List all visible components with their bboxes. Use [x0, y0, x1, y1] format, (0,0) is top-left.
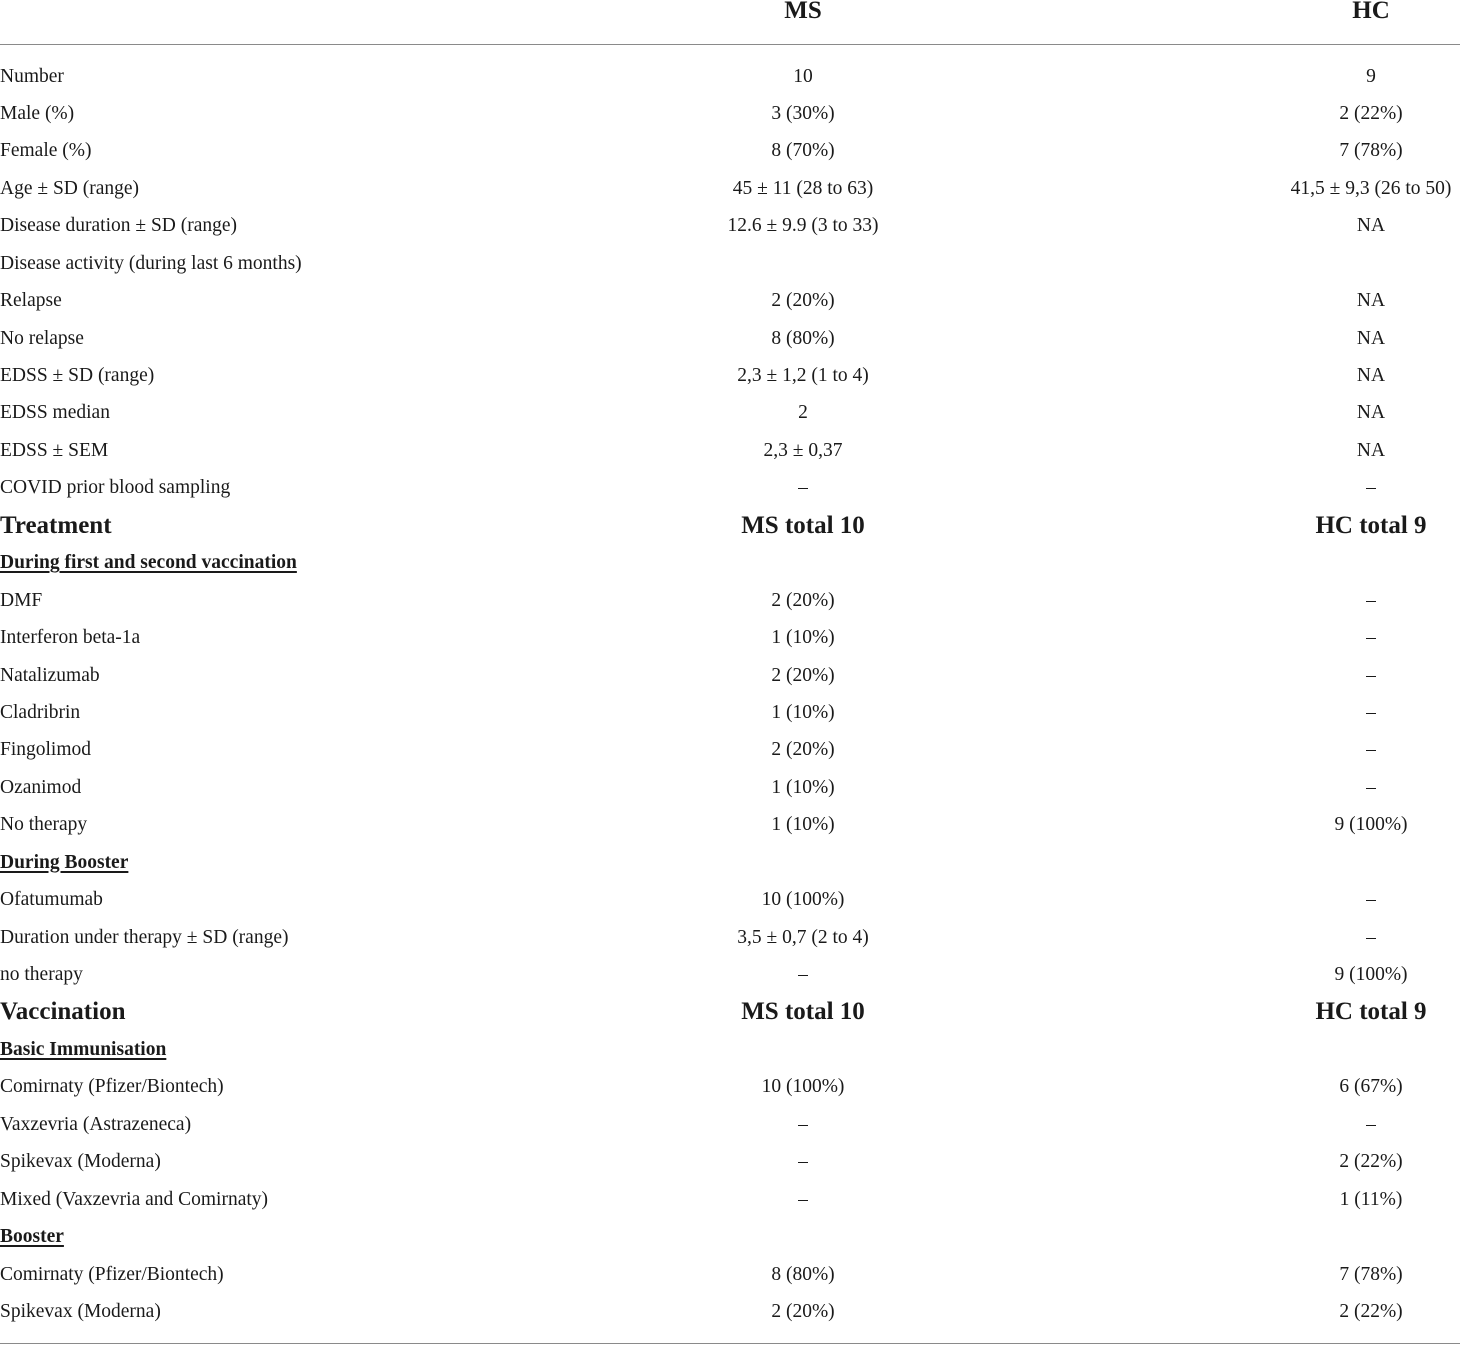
table-header [0, 0, 1460, 45]
table-row [0, 694, 1460, 731]
hc-value: 7 (78%) [1339, 140, 1403, 162]
row-label: EDSS ± SEM [0, 439, 109, 461]
row-label: During first and second vaccination [0, 552, 297, 574]
table-row [0, 58, 1460, 95]
ms-value: 2 (20%) [771, 290, 835, 312]
ms-value: 8 (80%) [771, 327, 835, 349]
hc-value: HC total 9 [1315, 511, 1427, 539]
hc-value: NA [1356, 327, 1386, 349]
ms-value: – [798, 1151, 808, 1173]
table-row [0, 320, 1460, 357]
row-label: Vaxzevria (Astrazeneca) [0, 1113, 192, 1135]
table-row [0, 881, 1460, 918]
ms-value: 10 (100%) [761, 889, 845, 911]
row-label: no therapy [0, 964, 83, 985]
subheading-row [0, 844, 1460, 881]
table-row [0, 245, 1460, 282]
table-row [0, 956, 1460, 993]
row-label: Natalizumab [0, 664, 100, 686]
hc-value: – [1366, 739, 1376, 761]
ms-value: 2 (20%) [771, 589, 835, 611]
ms-value: 1 (10%) [771, 701, 835, 723]
table-row [0, 95, 1460, 132]
row-label: Disease activity (during last 6 months) [0, 252, 302, 274]
table-row [0, 1256, 1460, 1293]
ms-value: 3 (30%) [771, 102, 835, 124]
row-label: EDSS ± SD (range) [0, 365, 155, 386]
ms-value: MS total 10 [741, 511, 865, 539]
ms-value: – [798, 1188, 808, 1210]
hc-value: – [1366, 664, 1376, 686]
hc-value: 7 (78%) [1339, 1263, 1403, 1285]
subheading-row [0, 1218, 1460, 1255]
section-header-row [0, 507, 1460, 544]
table-row [0, 582, 1460, 619]
column-header-hc: HC [1352, 0, 1390, 24]
table-row [0, 357, 1460, 394]
table-row [0, 469, 1460, 506]
hc-value: NA [1356, 215, 1386, 237]
ms-value: 8 (70%) [771, 140, 835, 162]
section-header-row [0, 993, 1460, 1030]
row-label: Vaccination [0, 998, 126, 1026]
table-row [0, 769, 1460, 806]
ms-value: 2 [798, 402, 808, 424]
ms-value: 2,3 ± 1,2 (1 to 4) [737, 365, 869, 386]
hc-value: NA [1356, 290, 1386, 312]
ms-value: 2 (20%) [771, 664, 835, 686]
row-label: Duration under therapy ± SD (range) [0, 926, 289, 948]
hc-value: 2 (22%) [1339, 1300, 1403, 1322]
row-label: Interferon beta-1a [0, 627, 141, 649]
bottom-rule [0, 1343, 1460, 1344]
table-row [0, 1181, 1460, 1218]
table-row [0, 657, 1460, 694]
hc-value: HC total 9 [1315, 998, 1427, 1026]
row-label: Spikevax (Moderna) [0, 1300, 161, 1322]
row-label: Female (%) [0, 140, 92, 162]
row-label: Ozanimod [0, 776, 82, 798]
hc-value: 41,5 ± 9,3 (26 to 50) [1290, 177, 1452, 199]
row-label: Number [0, 65, 64, 87]
hc-value: – [1366, 889, 1376, 911]
hc-value: 6 (67%) [1339, 1076, 1403, 1098]
row-label: No therapy [0, 814, 88, 836]
hc-value: – [1366, 589, 1376, 611]
hc-value: NA [1356, 439, 1386, 461]
hc-value: NA [1356, 402, 1386, 424]
ms-value: 1 (10%) [771, 814, 835, 836]
hc-value: 2 (22%) [1339, 1151, 1403, 1173]
row-label: Ofatumumab [0, 889, 103, 911]
ms-value: 2,3 ± 0,37 [763, 439, 843, 461]
hc-value: – [1366, 1113, 1376, 1135]
row-label: Fingolimod [0, 739, 92, 761]
ms-value: 1 (10%) [771, 776, 835, 798]
row-label: During Booster [0, 851, 129, 873]
subheading-row [0, 1031, 1460, 1068]
ms-value: – [798, 964, 808, 985]
ms-value: 8 (80%) [771, 1263, 835, 1285]
ms-value: 3,5 ± 0,7 (2 to 4) [737, 926, 869, 948]
hc-value: – [1366, 701, 1376, 723]
table-row [0, 1143, 1460, 1180]
table-row [0, 282, 1460, 319]
row-label: No relapse [0, 327, 84, 349]
row-label: Cladribrin [0, 701, 81, 723]
row-label: EDSS median [0, 402, 110, 424]
row-label: Spikevax (Moderna) [0, 1151, 161, 1173]
table-row [0, 1106, 1460, 1143]
hc-value: 9 (100%) [1334, 814, 1408, 836]
hc-value: 1 (11%) [1339, 1188, 1403, 1210]
ms-value: 10 (100%) [761, 1076, 845, 1098]
column-header-ms: MS [784, 0, 822, 24]
hc-value: – [1366, 926, 1376, 948]
row-label: Age ± SD (range) [0, 177, 140, 199]
row-label: Treatment [0, 511, 112, 539]
row-label: Basic Immunisation [0, 1038, 167, 1060]
ms-value: 12.6 ± 9.9 (3 to 33) [727, 215, 879, 237]
hc-value: 9 (100%) [1334, 964, 1408, 985]
table-row [0, 132, 1460, 169]
ms-value: 1 (10%) [771, 627, 835, 649]
table-row [0, 207, 1460, 244]
table-row [0, 170, 1460, 207]
ms-value: 10 [793, 65, 813, 87]
table-row [0, 919, 1460, 956]
row-label: Booster [0, 1226, 64, 1248]
table-row [0, 394, 1460, 431]
row-label: Disease duration ± SD (range) [0, 215, 238, 237]
ms-value: 2 (20%) [771, 739, 835, 761]
row-label: COVID prior blood sampling [0, 477, 231, 499]
ms-value: – [798, 1113, 808, 1135]
ms-value: MS total 10 [741, 998, 865, 1026]
hc-value: – [1366, 776, 1376, 798]
hc-value: NA [1356, 365, 1386, 386]
table-row [0, 1068, 1460, 1105]
hc-value: 2 (22%) [1339, 102, 1403, 124]
table-row [0, 432, 1460, 469]
hc-value: – [1366, 627, 1376, 649]
row-label: DMF [0, 589, 43, 611]
hc-value: – [1366, 477, 1376, 499]
row-label: Relapse [0, 290, 62, 312]
hc-value: 9 [1366, 65, 1376, 87]
table-row [0, 1293, 1460, 1330]
row-label: Comirnaty (Pfizer/Biontech) [0, 1263, 224, 1285]
row-label: Male (%) [0, 102, 75, 124]
ms-value: 45 ± 11 (28 to 63) [732, 177, 874, 199]
ms-value: 2 (20%) [771, 1300, 835, 1322]
table-row [0, 731, 1460, 768]
row-label: Mixed (Vaxzevria and Comirnaty) [0, 1188, 269, 1210]
row-label: Comirnaty (Pfizer/Biontech) [0, 1076, 224, 1098]
subheading-row [0, 544, 1460, 581]
table-body [0, 58, 1460, 1331]
ms-value: – [798, 477, 808, 499]
table-row [0, 619, 1460, 656]
table-row [0, 806, 1460, 843]
